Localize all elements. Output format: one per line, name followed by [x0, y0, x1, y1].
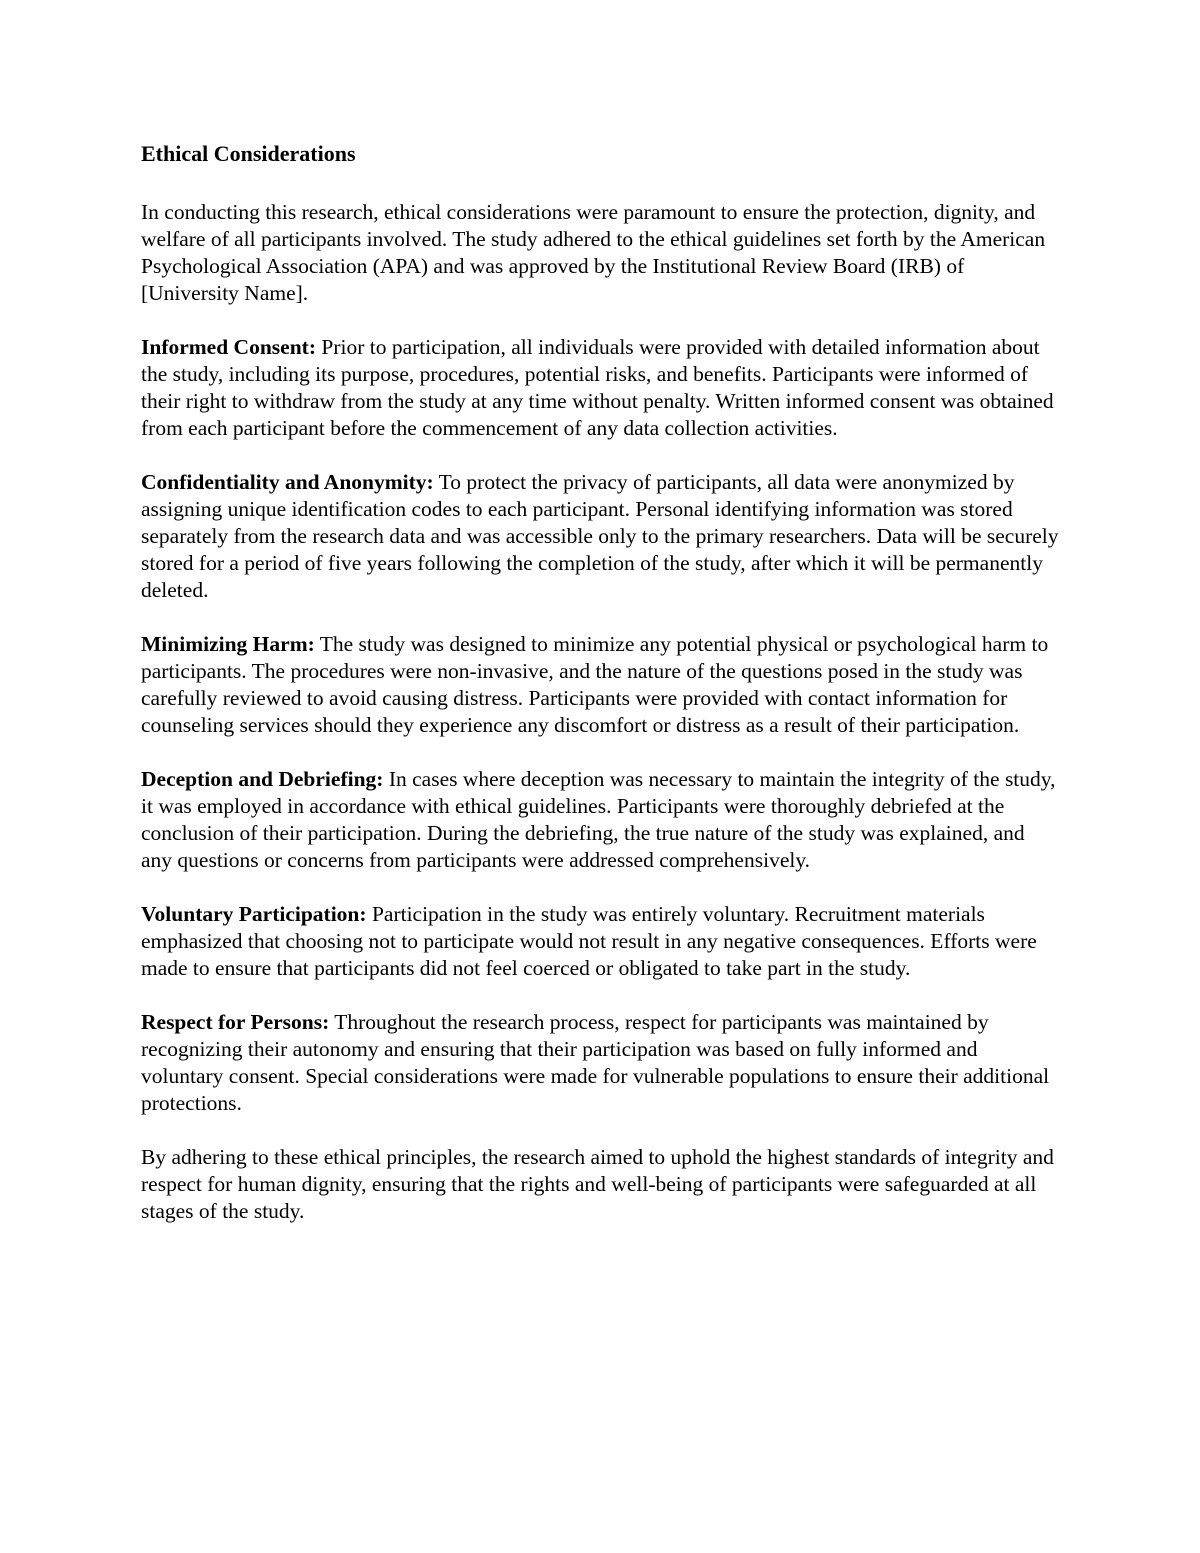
section-confidentiality-anonymity	[141, 469, 1061, 604]
document-title: Ethical Considerations	[141, 141, 356, 166]
section-heading: Informed Consent:	[141, 335, 316, 359]
section-heading: Respect for Persons:	[141, 1010, 330, 1034]
conclusion-paragraph: By adhering to these ethical principles, the research aimed to uphold the highest standards of integrity and respect for human dignity, ensuring that the rights and well-being of participants were safeguarded at all stages of the study.	[141, 1145, 1054, 1223]
section-informed-consent	[141, 334, 1061, 442]
section-text: In cases where deception was necessary to maintain the integrity of the study, it was employed in accordance with ethical guidelines. Participants were thoroughly debriefed at the conclusion of their participation. During the debriefing, the true nature of the study was explained, and any questions or concerns from participants were addressed comprehensively.	[141, 767, 1056, 872]
section-voluntary-participation	[141, 901, 1061, 982]
document-page	[141, 140, 1061, 1252]
section-text: Prior to participation, all individuals were provided with detailed information about the study, including its purpose, procedures, potential risks, and benefits. Participants were informed of their right to withdraw from the study at any time without penalty. Written informed consent was obtained from each participant before the commencement of any data collection activities.	[141, 335, 1054, 440]
section-text: The study was designed to minimize any potential physical or psychological harm to participants. The procedures were non-invasive, and the nature of the questions posed in the study was carefully reviewed to avoid causing distress. Participants were provided with contact information for counseling services should they experience any discomfort or distress as a result of their participation.	[141, 632, 1049, 737]
section-heading: Voluntary Participation:	[141, 902, 367, 926]
section-text: To protect the privacy of participants, all data were anonymized by assigning unique identification codes to each participant. Personal identifying information was stored separately from the research data and was accessible only to the primary researchers. Data will be securely stored for a period of five years following the completion of the study, after which it will be permanently deleted.	[141, 470, 1059, 602]
section-heading: Minimizing Harm:	[141, 632, 315, 656]
section-deception-debriefing	[141, 766, 1061, 874]
section-respect-for-persons	[141, 1009, 1061, 1117]
section-text: Throughout the research process, respect for participants was maintained by recognizing their autonomy and ensuring that their participation was based on fully informed and voluntary consent. Special considerations were made for vulnerable populations to ensure their additional protections.	[141, 1010, 1050, 1115]
section-heading: Deception and Debriefing:	[141, 767, 384, 791]
section-minimizing-harm	[141, 631, 1061, 739]
section-text: Participation in the study was entirely voluntary. Recruitment materials emphasized that choosing not to participate would not result in any negative consequences. Efforts were made to ensure that participants did not feel coerced or obligated to take part in the study.	[141, 902, 1037, 980]
section-heading: Confidentiality and Anonymity:	[141, 470, 434, 494]
intro-paragraph: In conducting this research, ethical considerations were paramount to ensure the protection, dignity, and welfare of all participants involved. The study adhered to the ethical guidelines set forth by the American Psychological Association (APA) and was approved by the Institutional Review Board (IRB) of [University Name].	[141, 200, 1046, 305]
